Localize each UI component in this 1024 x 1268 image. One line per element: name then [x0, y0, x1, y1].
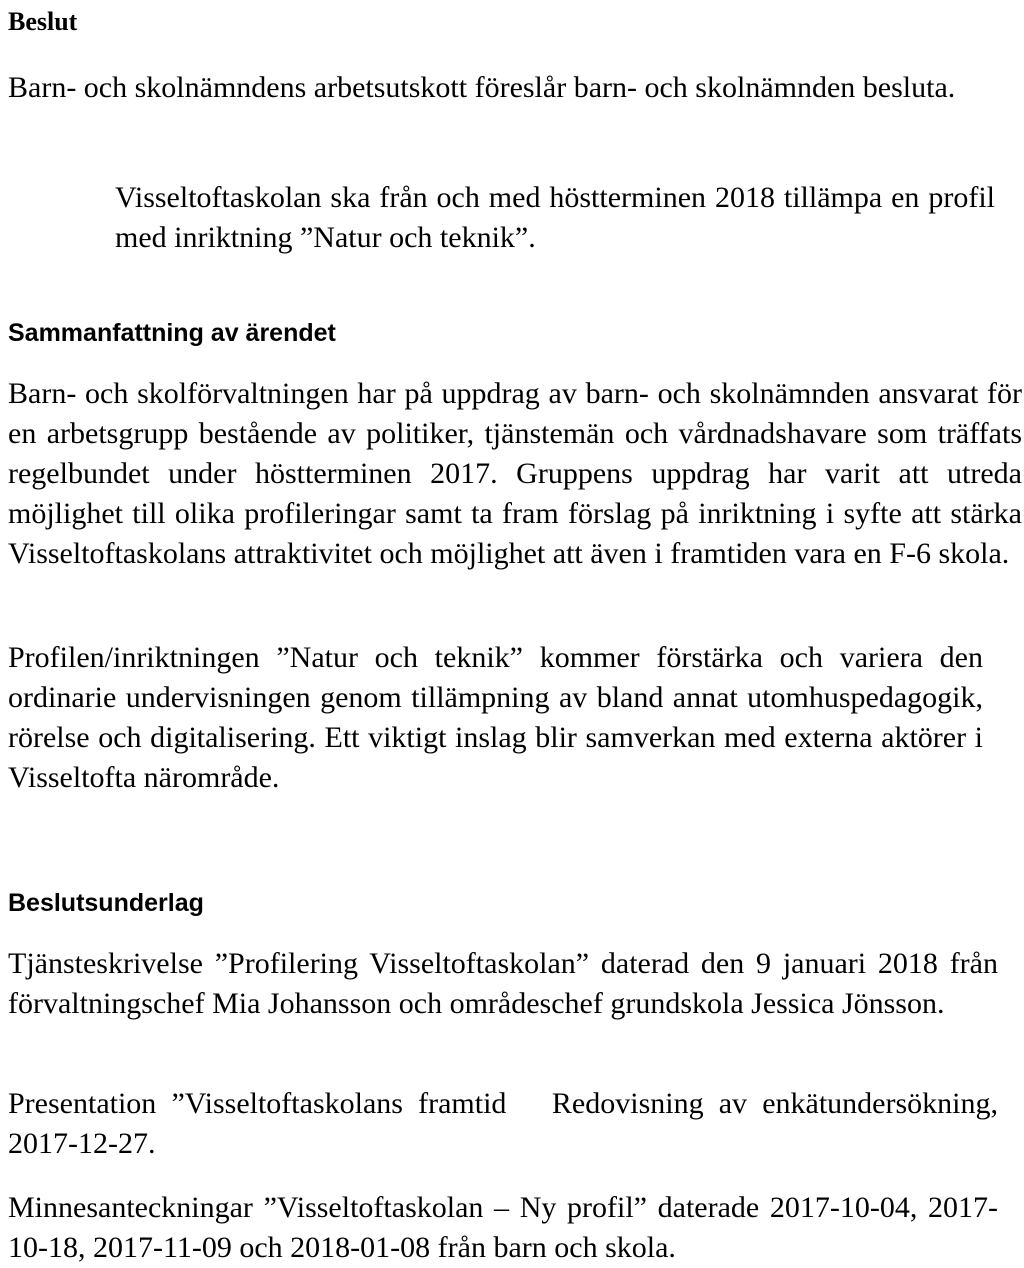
beslutsunderlag-heading: Beslutsunderlag: [8, 889, 204, 917]
sammanfattning-heading: Sammanfattning av ärendet: [8, 319, 336, 347]
beslutsunderlag-item: Tjänsteskrivelse ”Profilering Visseltoftaskolan” daterad den 9 januari 2018 från förvaltningschef Mia Johansson och områdeschef grundskola Jessica Jönsson.: [8, 947, 998, 1020]
sammanfattning-paragraph: Profilen/inriktningen ”Natur och teknik” kommer förstärka och variera den ordinarie undervisningen genom tillämpning av bland annat utomhuspedagogik, rörelse och digitalisering. Ett viktigt inslag blir samverkan med externa aktörer i Visseltofta närområde.: [8, 641, 983, 794]
beslutsunderlag-item: Presentation ”Visseltoftaskolans framtid Redovisning av enkätundersökning, 2017-12-27.: [8, 1087, 1006, 1160]
beslut-heading: Beslut: [8, 7, 78, 36]
beslut-decision: Visseltoftaskolan ska från och med höstterminen 2018 tillämpa en profil med inriktning ”Natur och teknik”.: [115, 181, 995, 254]
beslut-intro: Barn- och skolnämndens arbetsutskott föreslår barn- och skolnämnden besluta.: [8, 71, 956, 104]
beslutsunderlag-item: Minnesanteckningar ”Visseltoftaskolan – Ny profil” daterade 2017-10-04, 2017-10-18, 2017-11-09 och 2018-01-08 från barn och skola.: [8, 1191, 998, 1264]
sammanfattning-paragraph: Barn- och skolförvaltningen har på uppdrag av barn- och skolnämnden ansvarat för en arbetsgrupp bestående av politiker, tjänstemän och vårdnadshavare som träffats regelbundet under höstterminen 2017. Gruppens uppdrag har varit att utreda möjlighet till olika profileringar samt ta fram förslag på inriktning i syfte att stärka Visseltoftaskolans attraktivitet och möjlighet att även i framtiden vara en F-6 skola.: [8, 377, 1022, 570]
